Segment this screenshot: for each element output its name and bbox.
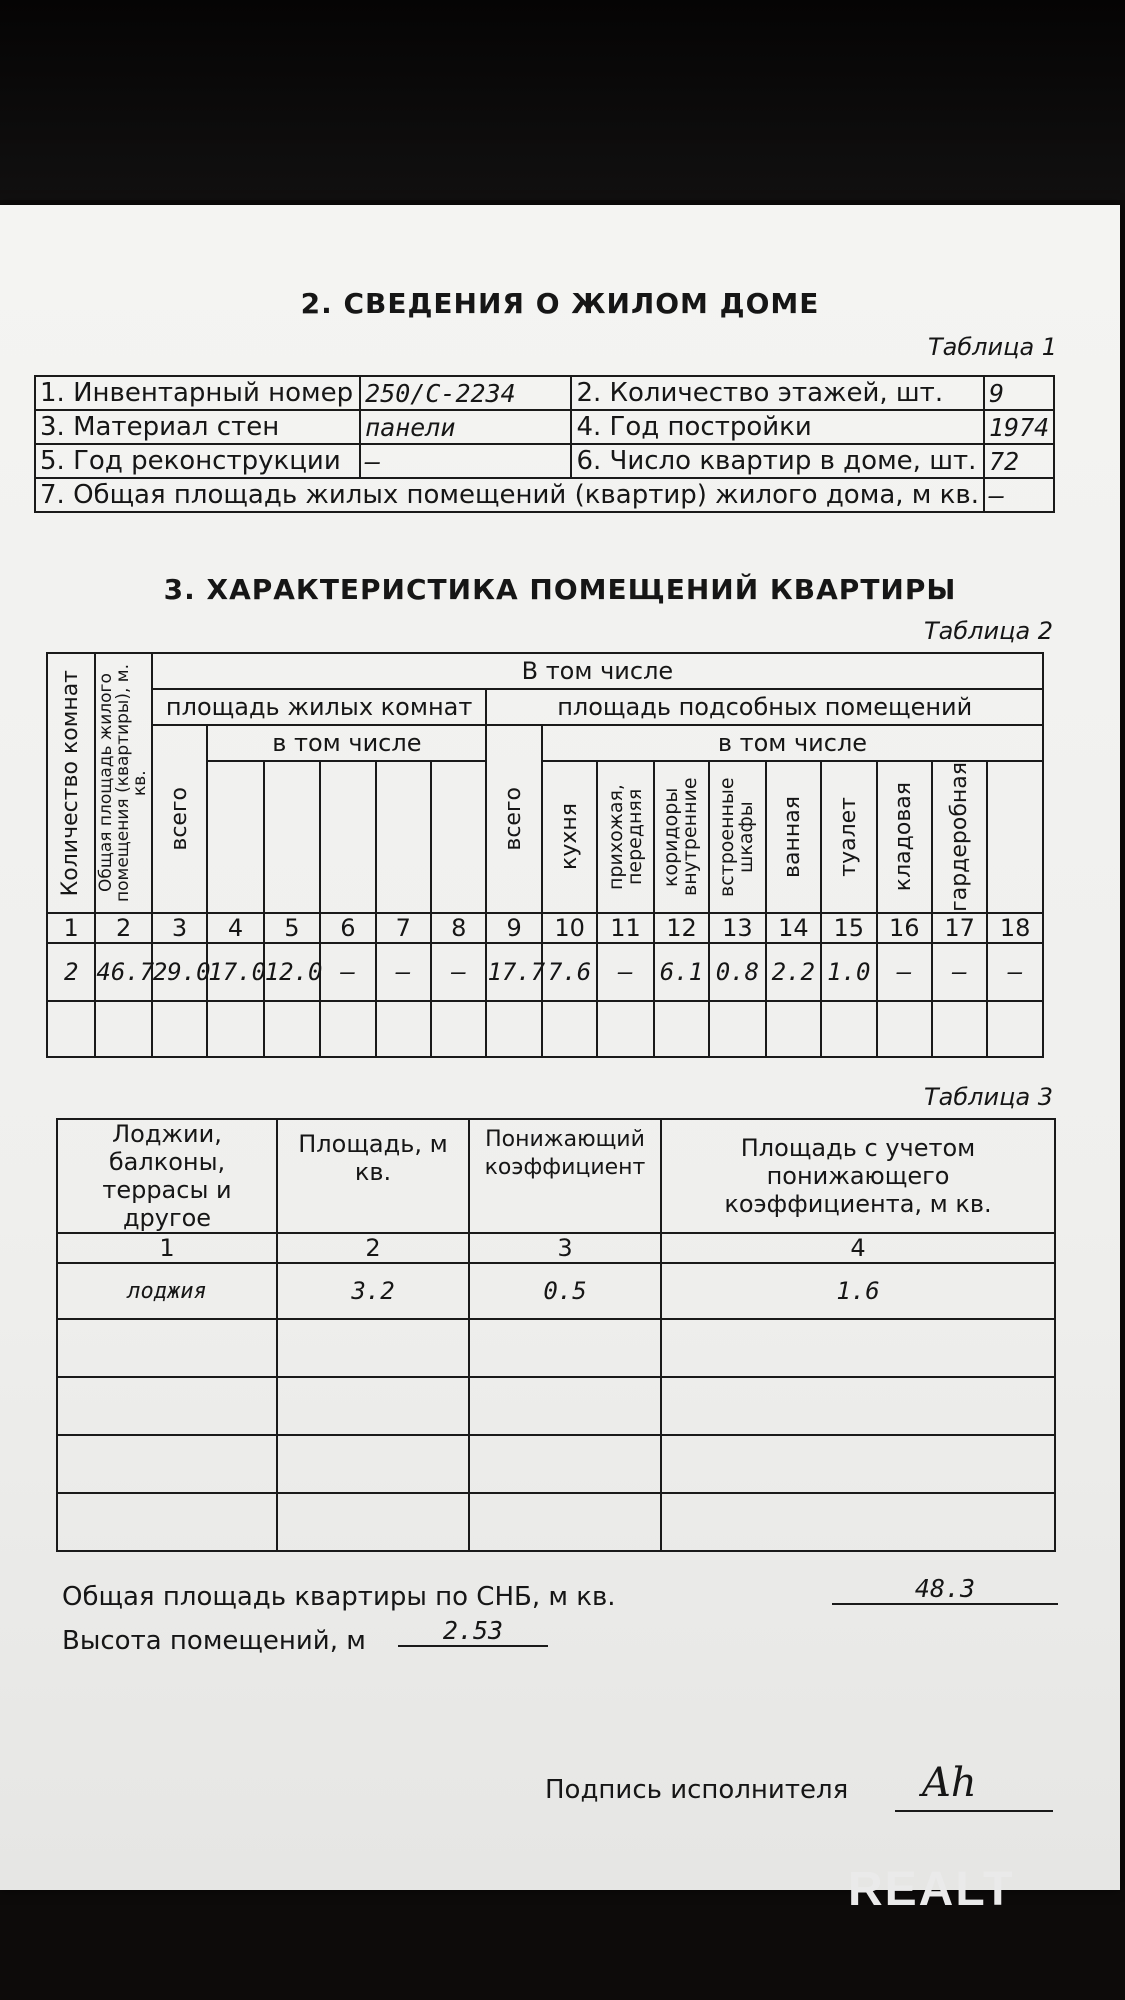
table-apartment-rooms [46,652,1044,1058]
table-house-info [34,375,1055,513]
loggia-type: лоджия [57,1263,277,1319]
col-number: 4 [207,913,263,943]
year-label: 4. Год постройки [571,410,984,444]
apartments-value: 72 [984,444,1054,478]
table-row [35,478,1054,512]
cell-value: — [320,943,375,1001]
section3-title: 3. ХАРАКТЕРИСТИКА ПОМЕЩЕНИЙ КВАРТИРЫ [163,573,957,606]
col-number: 8 [431,913,486,943]
col-wardrobe-header: гардеробная [932,761,987,913]
walls-value: панели [360,410,571,444]
table-row [35,376,1054,410]
col-number: 16 [877,913,932,943]
floors-value: 9 [984,376,1054,410]
column-numbers-row [47,913,1043,943]
table-header-row [47,689,1043,725]
table3-label: Таблица 3 [924,1083,1054,1111]
col-number: 13 [709,913,765,943]
col-toilet-header: туалет [821,761,876,913]
table-row-empty [47,1001,1043,1057]
area-header: Площадь, м кв. [277,1119,469,1233]
col-header-empty [987,761,1043,913]
cell-value: 6.1 [654,943,709,1001]
col-header-empty [320,761,375,913]
col-number: 14 [766,913,821,943]
col-hall-header: прихожая, передняя [597,761,653,913]
col-storage-header: кладовая [877,761,932,913]
reconstruction-label: 5. Год реконструкции [35,444,360,478]
cell-value: — [597,943,653,1001]
col-closets-header: встроенные шкафы [709,761,765,913]
table-row [35,444,1054,478]
cell-value: 2.2 [766,943,821,1001]
table-row [57,1263,1055,1319]
loggia-reduced-area: 1.6 [661,1263,1055,1319]
table2-label: Таблица 2 [924,617,1054,645]
total-living-area-value: — [984,478,1054,512]
col-number: 9 [486,913,541,943]
coefficient-header: Понижающий коэффициент [469,1119,661,1233]
col-number: 6 [320,913,375,943]
col-header-empty [376,761,431,913]
aux-incl-header: в том числе [542,725,1043,761]
walls-label: 3. Материал стен [35,410,360,444]
col-number: 3 [152,913,207,943]
height-value: 2.53 [398,1616,548,1647]
col-header-empty [431,761,486,913]
signature-label: Подпись исполнителя [545,1775,849,1805]
cell-value: 2 [47,943,95,1001]
height-label: Высота помещений, м [62,1626,366,1656]
table-header-row [47,653,1043,689]
col-number: 1 [47,913,95,943]
table-header-row [47,725,1043,761]
col-total-area-header: Общая площадь жилого помещения (квартиры), м. кв. [95,653,151,913]
loggias-header: Лоджии, балконы, террасы и другое [57,1119,277,1233]
table-row [47,943,1043,1001]
col-number: 5 [264,913,320,943]
aux-area-header: площадь подсобных помещений [486,689,1043,725]
aux-total-header: всего [486,725,541,913]
table-row [35,410,1054,444]
total-living-area-label: 7. Общая площадь жилых помещений (квартир) жилого дома, м кв. [35,478,984,512]
column-numbers-row [57,1233,1055,1263]
floors-label: 2. Количество этажей, шт. [571,376,984,410]
cell-value: 12.0 [264,943,320,1001]
table-row-empty [57,1319,1055,1377]
cell-value: 46.7 [95,943,151,1001]
col-header-empty [264,761,320,913]
cell-value: — [376,943,431,1001]
col-header-empty [207,761,263,913]
cell-value: — [932,943,987,1001]
table-header-row [57,1119,1055,1233]
total-area-value: 48.3 [832,1574,1058,1605]
col-number: 17 [932,913,987,943]
realt-watermark: REALT [848,1863,1015,1916]
in-total-header: В том числе [152,653,1043,689]
table1-label: Таблица 1 [928,333,1058,361]
living-incl-header: в том числе [207,725,486,761]
year-value: 1974 [984,410,1054,444]
living-area-header: площадь жилых комнат [152,689,487,725]
col-number: 2 [277,1233,469,1263]
total-area-label: Общая площадь квартиры по СНБ, м кв. [62,1582,616,1612]
col-corridors-header: коридоры внутренние [654,761,709,913]
apartments-label: 6. Число квартир в доме, шт. [571,444,984,478]
cell-value: 7.6 [542,943,597,1001]
cell-value: — [431,943,486,1001]
cell-value: 17.7 [486,943,541,1001]
col-number: 2 [95,913,151,943]
inventory-label: 1. Инвентарный номер [35,376,360,410]
col-rooms-header: Количество комнат [47,653,95,913]
reconstruction-value: — [360,444,571,478]
col-number: 10 [542,913,597,943]
col-number: 11 [597,913,653,943]
cell-value: 0.8 [709,943,765,1001]
table-row-empty [57,1435,1055,1493]
section2-title: 2. СВЕДЕНИЯ О ЖИЛОМ ДОМЕ [300,287,820,320]
table-row-empty [57,1377,1055,1435]
living-total-header: всего [152,725,207,913]
col-number: 1 [57,1233,277,1263]
col-number: 12 [654,913,709,943]
cell-value: — [877,943,932,1001]
table-loggias [56,1118,1056,1552]
table-row-empty [57,1493,1055,1551]
cell-value: 1.0 [821,943,876,1001]
dark-background [0,0,1125,200]
cell-value: — [987,943,1043,1001]
col-number: 3 [469,1233,661,1263]
inventory-value: 250/С-2234 [360,376,571,410]
loggia-coefficient: 0.5 [469,1263,661,1319]
cell-value: 17.0 [207,943,263,1001]
cell-value: 29.0 [152,943,207,1001]
col-number: 7 [376,913,431,943]
reduced-area-header: Площадь с учетом понижающего коэффициента, м кв. [661,1119,1055,1233]
col-number: 18 [987,913,1043,943]
col-number: 15 [821,913,876,943]
col-bath-header: ванная [766,761,821,913]
loggia-area: 3.2 [277,1263,469,1319]
signature: Ah [922,1760,977,1806]
col-kitchen-header: кухня [542,761,597,913]
col-number: 4 [661,1233,1055,1263]
